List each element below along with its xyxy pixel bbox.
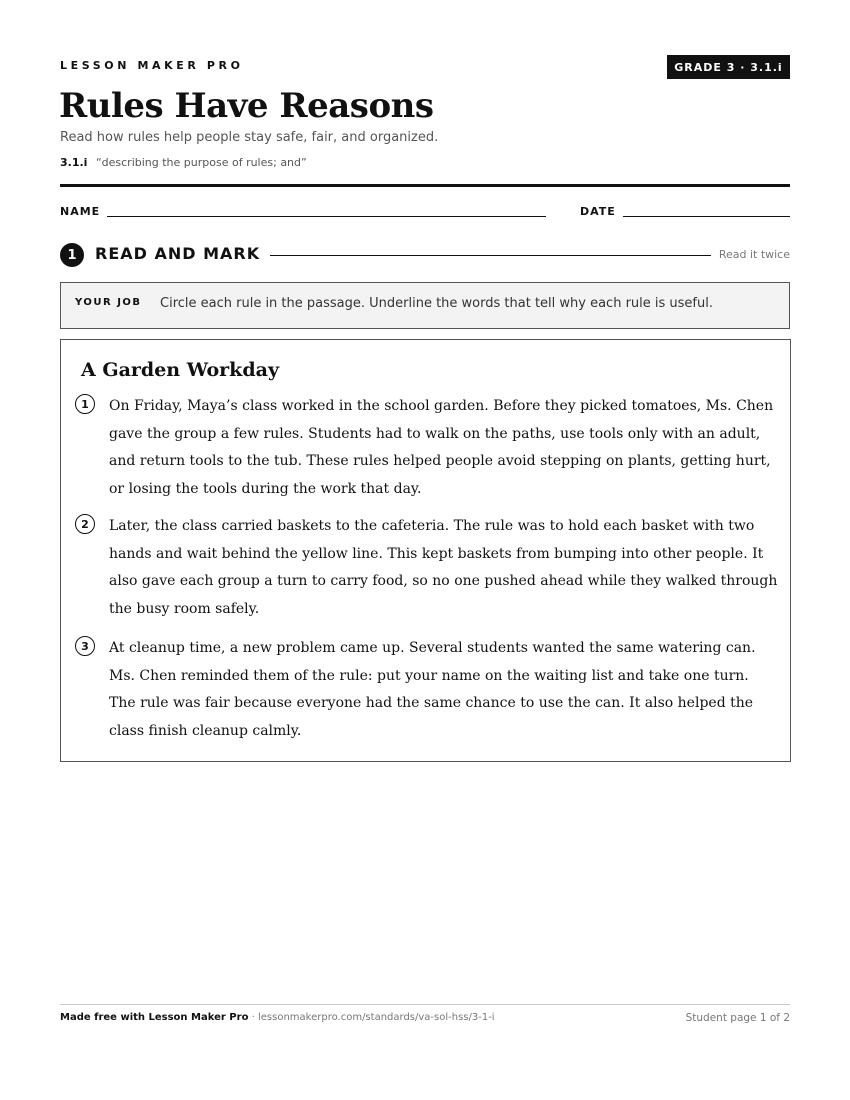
paragraph-number-badge: 3 xyxy=(75,636,95,656)
task-instructions: Circle each rule in the passage. Underline the words that tell why each rule is useful. xyxy=(160,296,713,311)
paragraph-text: On Friday, Maya’s class worked in the school garden. Before they picked tomatoes, Ms. Chen gave the group a few rules. Students had to walk on the paths, use tools only with an adult, and return tools to the tub. These rules helped people avoid stepping on plants, getting hurt, or losing the tools during the work that day. xyxy=(109,398,774,497)
passage-title: A Garden Workday xyxy=(81,359,279,381)
date-label: DATE xyxy=(580,205,616,218)
name-field[interactable] xyxy=(107,216,546,217)
paragraph-text: At cleanup time, a new problem came up. Several students wanted the same watering can. Ms. Chen reminded them of the rule: put your name on the waiting list and take one turn. The rule was fair because everyone had the same chance to use the can. It also helped the class finish cleanup calmly. xyxy=(109,640,756,739)
standard-code: 3.1.i xyxy=(60,156,88,169)
footer-credit xyxy=(60,1012,495,1023)
footer-divider xyxy=(60,1004,790,1005)
standard-description: “describing the purpose of rules; and” xyxy=(95,156,307,169)
name-label: NAME xyxy=(60,205,101,218)
page-title: Rules Have Reasons xyxy=(59,86,434,126)
section-title: READ AND MARK xyxy=(95,244,261,263)
task-box xyxy=(60,282,790,329)
paragraph-text: Later, the class carried baskets to the cafeteria. The rule was to hold each basket with two hands and wait behind the yellow line. This kept baskets from bumping into other people. It also gave each group a turn to carry food, so no one pushed ahead while they walked through the busy room safely. xyxy=(109,518,778,617)
paragraph-number-badge: 2 xyxy=(75,514,95,534)
task-label: YOUR JOB xyxy=(75,297,142,308)
section-note: Read it twice xyxy=(718,248,790,261)
standard-reference xyxy=(60,156,307,169)
footer-url[interactable]: · lessonmakerpro.com/standards/va-sol-hss/3-1-i xyxy=(248,1012,495,1023)
date-field[interactable] xyxy=(623,216,790,217)
footer-page-number: Student page 1 of 2 xyxy=(685,1012,790,1024)
section-divider xyxy=(270,255,711,256)
footer-maker: Made free with Lesson Maker Pro xyxy=(60,1012,249,1023)
brand-name: LESSON MAKER PRO xyxy=(60,59,244,72)
header-divider xyxy=(60,184,790,187)
section-number-badge: 1 xyxy=(60,243,84,267)
page-subtitle: Read how rules help people stay safe, fair, and organized. xyxy=(60,130,439,145)
grade-badge: GRADE 3 · 3.1.i xyxy=(667,55,790,79)
passage-box xyxy=(60,339,791,762)
paragraph-number-badge: 1 xyxy=(75,394,95,414)
